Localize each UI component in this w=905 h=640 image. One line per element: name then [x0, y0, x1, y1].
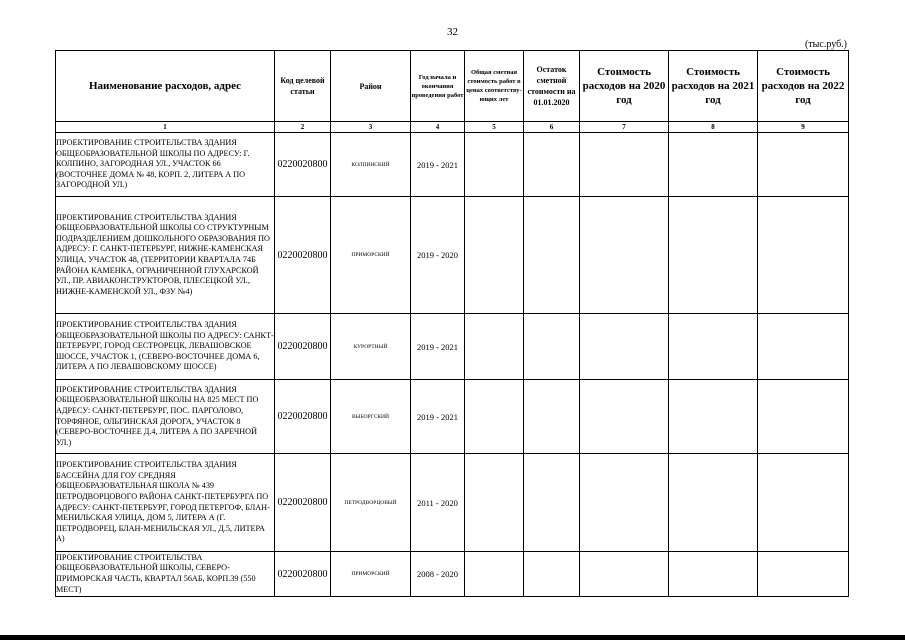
- target-code: 0220020800: [275, 197, 331, 314]
- cost-2021-cell: [669, 380, 758, 454]
- header-row: [56, 51, 849, 122]
- total-cost-cell: [465, 314, 524, 380]
- balance-cell: [524, 197, 580, 314]
- column-number: 8: [669, 122, 758, 133]
- header-name: Наименование расходов, адрес: [56, 51, 275, 122]
- header-district: Район: [331, 51, 411, 122]
- cost-2020-cell: [580, 552, 669, 597]
- cost-2021-cell: [669, 133, 758, 197]
- work-years: 2008 - 2020: [411, 552, 465, 597]
- work-years: 2019 - 2021: [411, 133, 465, 197]
- units-label: (тыс.руб.): [804, 39, 847, 50]
- header-total-cost: Общая сметная стоимость работ в ценах соответству-ющих лет: [465, 51, 524, 122]
- work-years: 2019 - 2021: [411, 380, 465, 454]
- cost-2022-cell: [758, 552, 849, 597]
- expense-name: ПРОЕКТИРОВАНИЕ СТРОИТЕЛЬСТВА ЗДАНИЯ ОБЩЕОБРАЗОВАТЕЛЬНОЙ ШКОЛЫ ПО АДРЕСУ: Г. КОЛПИНО, ЗАГОРОДНАЯ УЛ., УЧАСТОК 66 (ВОСТОЧНЕЕ ДОМА № 48, КОРП. 2, ЛИТЕРА А ПО ЗАГОРОДНОЙ УЛ.): [56, 133, 275, 197]
- column-number: 1: [56, 122, 275, 133]
- district: КОЛПИНСКИЙ: [331, 133, 411, 197]
- expense-name: ПРОЕКТИРОВАНИЕ СТРОИТЕЛЬСТВА ОБЩЕОБРАЗОВАТЕЛЬНОЙ ШКОЛЫ, СЕВЕРО-ПРИМОРСКАЯ ЧАСТЬ, КВАРТАЛ 56АБ, КОРП.39 (550 МЕСТ): [56, 552, 275, 597]
- expense-name: ПРОЕКТИРОВАНИЕ СТРОИТЕЛЬСТВА ЗДАНИЯ ОБЩЕОБРАЗОВАТЕЛЬНОЙ ШКОЛЫ НА 825 МЕСТ ПО АДРЕСУ: САНКТ-ПЕТЕРБУРГ, ПОС. ПАРГОЛОВО, ТОРФЯНОЕ, ОЛЬГИНСКАЯ ДОРОГА, УЧАСТОК 8 (СЕВЕРО-ВОСТОЧНЕЕ Д.4, ЛИТЕРА А ПО ЗАРЕЧНОЙ УЛ.): [56, 380, 275, 454]
- work-years: 2019 - 2020: [411, 197, 465, 314]
- table-row: [56, 314, 849, 380]
- table-row: [56, 197, 849, 314]
- expense-name: ПРОЕКТИРОВАНИЕ СТРОИТЕЛЬСТВА ЗДАНИЯ ОБЩЕОБРАЗОВАТЕЛЬНОЙ ШКОЛЫ СО СТРУКТУРНЫМ ПОДРАЗДЕЛЕНИЕМ ДОШКОЛЬНОГО ОБРАЗОВАНИЯ ПО АДРЕСУ: Г. САНКТ-ПЕТЕРБУРГ, НИЖНЕ-КАМЕНСКАЯ УЛИЦА, УЧАСТОК 48, (ТЕРРИТОРИИ КВАРТАЛА 74Б РАЙОНА КАМЕНКА, ОГРАНИЧЕННОЙ ГЛУХАРСКОЙ УЛ., ПР. АВИАКОНСТРУКТОРОВ, ПЛЕСЕЦКОЙ УЛ., НИЖНЕ-КАМЕНСКОЙ УЛ., ФЗУ №4): [56, 197, 275, 314]
- district: ПЕТРОДВОРЦОВЫЙ: [331, 454, 411, 552]
- target-code: 0220020800: [275, 552, 331, 597]
- cost-2021-cell: [669, 314, 758, 380]
- work-years: 2019 - 2021: [411, 314, 465, 380]
- balance-cell: [524, 314, 580, 380]
- cost-2022-cell: [758, 454, 849, 552]
- cost-2022-cell: [758, 133, 849, 197]
- district: ПРИМОРСКИЙ: [331, 552, 411, 597]
- cost-2020-cell: [580, 314, 669, 380]
- scan-bottom-edge: [0, 635, 905, 640]
- district: КУРОРТНЫЙ: [331, 314, 411, 380]
- column-number-row: [56, 122, 849, 133]
- cost-2020-cell: [580, 133, 669, 197]
- work-years: 2011 - 2020: [411, 454, 465, 552]
- header-years: Год начала и окончания проведения работ: [411, 51, 465, 122]
- table-row: [56, 454, 849, 552]
- column-number: 3: [331, 122, 411, 133]
- cost-2020-cell: [580, 380, 669, 454]
- balance-cell: [524, 380, 580, 454]
- page-number: 32: [447, 26, 458, 38]
- header-balance: Остаток сметной стоимости на 01.01.2020: [524, 51, 580, 122]
- total-cost-cell: [465, 552, 524, 597]
- header-cost-2020: Стоимость расходов на 2020 год: [580, 51, 669, 122]
- expense-name: ПРОЕКТИРОВАНИЕ СТРОИТЕЛЬСТВА ЗДАНИЯ БАССЕЙНА ДЛЯ ГОУ СРЕДНЯЯ ОБЩЕОБРАЗОВАТЕЛЬНАЯ ШКОЛА № 439 ПЕТРОДВОРЦОВОГО РАЙОНА САНКТ-ПЕТЕРБУРГА ПО АДРЕСУ: САНКТ-ПЕТЕРБУРГ, ГОРОД ПЕТЕРГОФ, БЛАН-МЕНИЛЬСКАЯ УЛИЦА, ДОМ 5, ЛИТЕРА А (Г. ПЕТРОДВОРЕЦ, БЛАН-МЕНИЛЬСКАЯ УЛ., Д.5, ЛИТЕРА А): [56, 454, 275, 552]
- column-number: 5: [465, 122, 524, 133]
- balance-cell: [524, 454, 580, 552]
- table-row: [56, 380, 849, 454]
- cost-2022-cell: [758, 314, 849, 380]
- target-code: 0220020800: [275, 454, 331, 552]
- table-row: [56, 552, 849, 597]
- cost-2021-cell: [669, 197, 758, 314]
- total-cost-cell: [465, 197, 524, 314]
- column-number: 4: [411, 122, 465, 133]
- balance-cell: [524, 552, 580, 597]
- header-cost-2022: Стоимость расходов на 2022 год: [758, 51, 849, 122]
- column-number: 7: [580, 122, 669, 133]
- cost-2022-cell: [758, 197, 849, 314]
- expense-name: ПРОЕКТИРОВАНИЕ СТРОИТЕЛЬСТВА ЗДАНИЯ ОБЩЕОБРАЗОВАТЕЛЬНОЙ ШКОЛЫ ПО АДРЕСУ: САНКТ-ПЕТЕРБУРГ, ГОРОД СЕСТРОРЕЦК, ЛЕВАШОВСКОЕ ШОССЕ, УЧАСТОК 1, (СЕВЕРО-ВОСТОЧНЕЕ ДОМА 6, ЛИТЕРА А ПО ЛЕВАШОВСКОМУ ШОССЕ): [56, 314, 275, 380]
- column-number: 9: [758, 122, 849, 133]
- column-number: 6: [524, 122, 580, 133]
- column-number: 2: [275, 122, 331, 133]
- cost-2020-cell: [580, 197, 669, 314]
- table-row: [56, 133, 849, 197]
- header-code: Код целевой статьи: [275, 51, 331, 122]
- district: ВЫБОРГСКИЙ: [331, 380, 411, 454]
- total-cost-cell: [465, 380, 524, 454]
- balance-cell: [524, 133, 580, 197]
- header-cost-2021: Стоимость расходов на 2021 год: [669, 51, 758, 122]
- cost-2021-cell: [669, 552, 758, 597]
- target-code: 0220020800: [275, 314, 331, 380]
- total-cost-cell: [465, 133, 524, 197]
- district: ПРИМОРСКИЙ: [331, 197, 411, 314]
- total-cost-cell: [465, 454, 524, 552]
- cost-2020-cell: [580, 454, 669, 552]
- cost-2022-cell: [758, 380, 849, 454]
- target-code: 0220020800: [275, 133, 331, 197]
- budget-table: [55, 50, 849, 597]
- target-code: 0220020800: [275, 380, 331, 454]
- cost-2021-cell: [669, 454, 758, 552]
